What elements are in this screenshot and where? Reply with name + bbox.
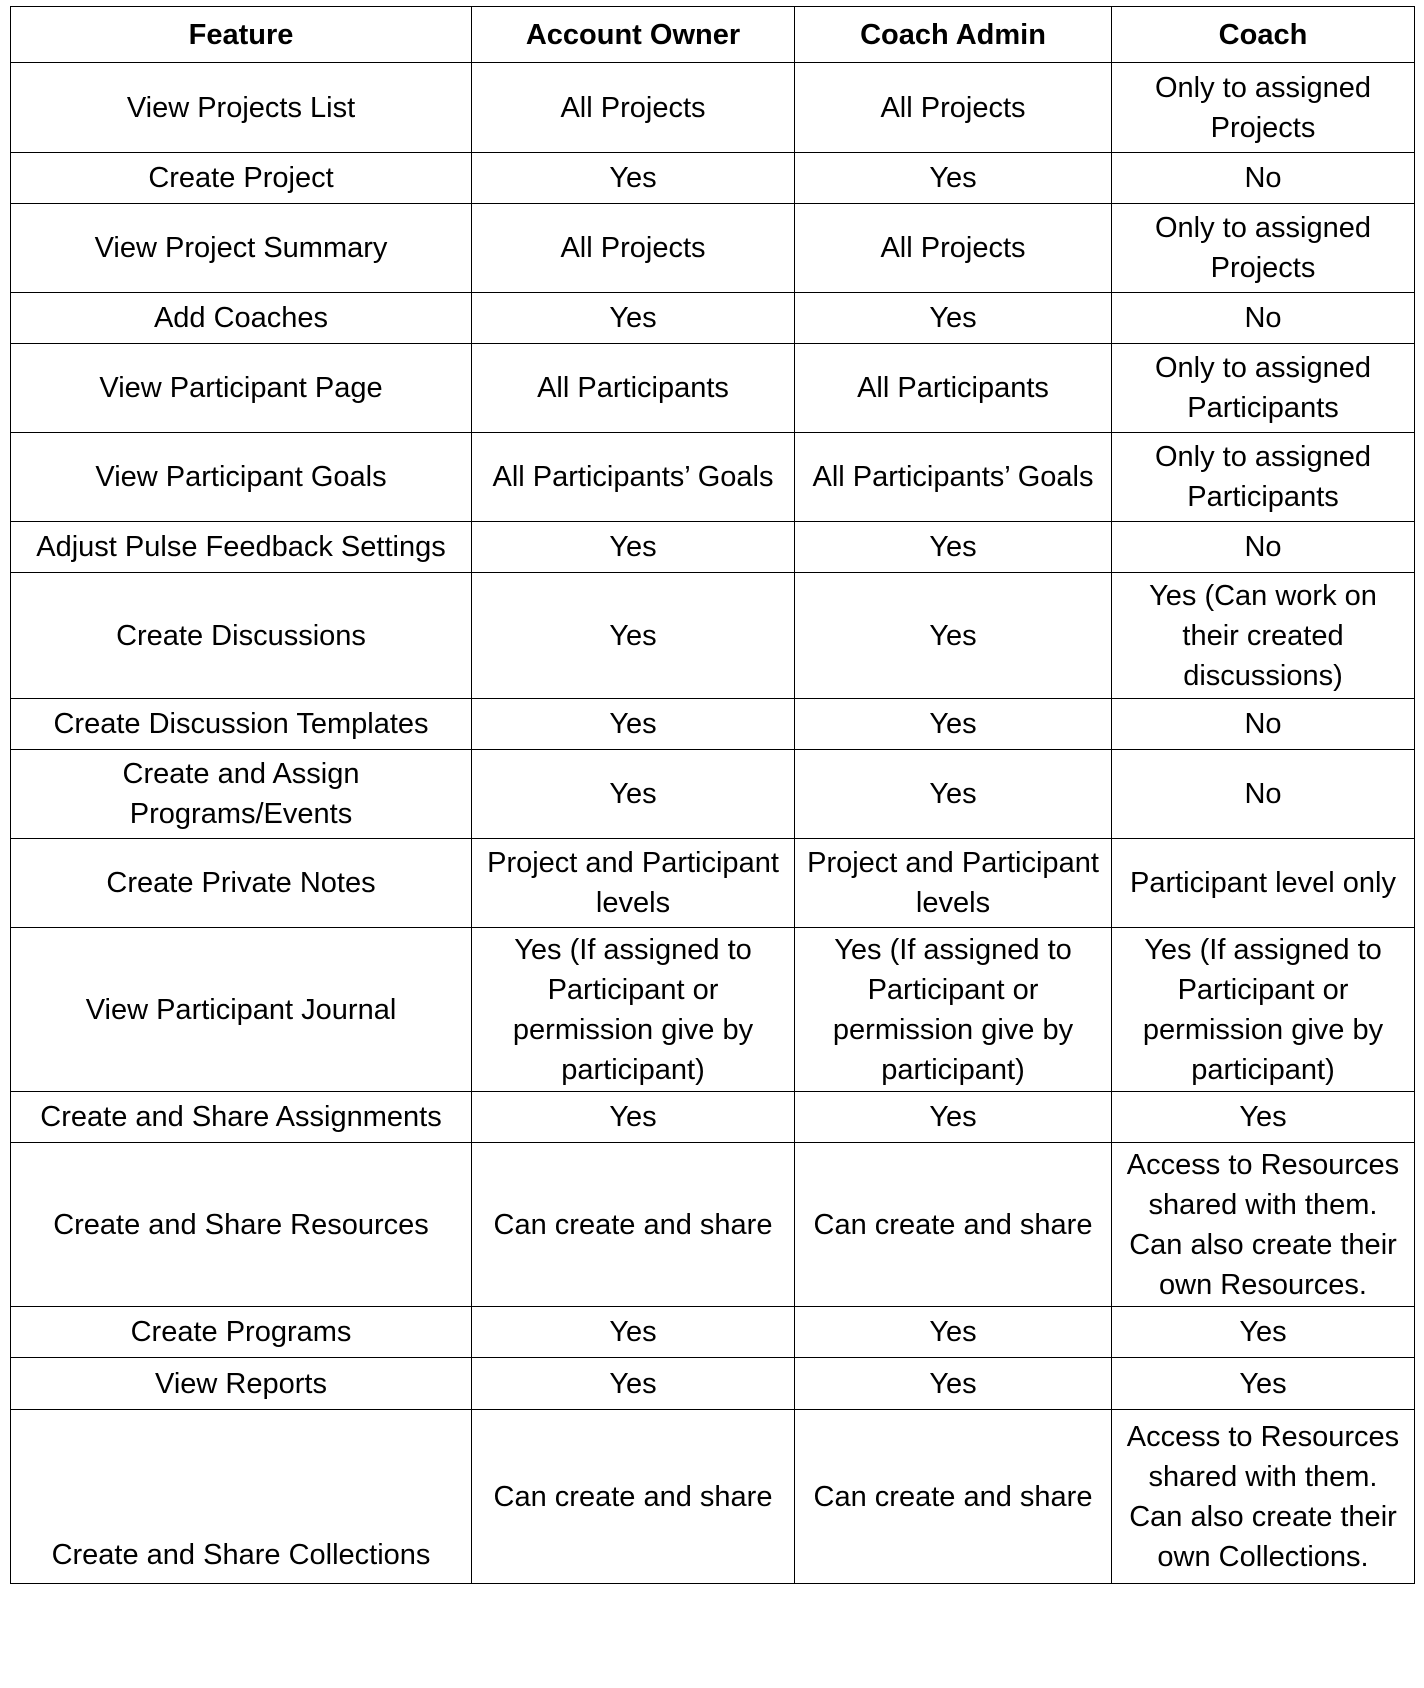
admin-cell: Yes	[795, 522, 1112, 573]
feature-cell: View Projects List	[11, 63, 472, 153]
feature-cell: Create and Assign Programs/Events	[11, 750, 472, 839]
coach-cell: Access to Resources shared with them. Can also create their own Collections.	[1112, 1410, 1415, 1584]
permissions-table	[10, 6, 1415, 1584]
admin-cell: Yes	[795, 1358, 1112, 1410]
coach-cell: No	[1112, 293, 1415, 344]
feature-cell: View Participant Goals	[11, 433, 472, 522]
table-row	[11, 204, 1415, 293]
table-row	[11, 522, 1415, 573]
table-row	[11, 928, 1415, 1092]
coach-cell: Only to assigned Participants	[1112, 344, 1415, 433]
table-row	[11, 293, 1415, 344]
feature-cell: Create and Share Assignments	[11, 1092, 472, 1143]
table-row	[11, 1410, 1415, 1584]
header-row	[11, 7, 1415, 63]
feature-cell: Create Private Notes	[11, 839, 472, 928]
table-row	[11, 699, 1415, 750]
feature-cell: Create Programs	[11, 1307, 472, 1358]
coach-cell: Yes	[1112, 1092, 1415, 1143]
coach-cell: Only to assigned Projects	[1112, 204, 1415, 293]
table-row	[11, 1307, 1415, 1358]
owner-cell: Can create and share	[472, 1410, 795, 1584]
header-coach: Coach	[1112, 7, 1415, 63]
owner-cell: Yes	[472, 293, 795, 344]
table-row	[11, 573, 1415, 699]
owner-cell: Yes	[472, 573, 795, 699]
coach-cell: No	[1112, 522, 1415, 573]
admin-cell: All Participants	[795, 344, 1112, 433]
admin-cell: All Participants’ Goals	[795, 433, 1112, 522]
feature-cell: View Participant Page	[11, 344, 472, 433]
header-account-owner: Account Owner	[472, 7, 795, 63]
owner-cell: Yes	[472, 153, 795, 204]
table-row	[11, 1092, 1415, 1143]
feature-cell: Add Coaches	[11, 293, 472, 344]
admin-cell: Yes	[795, 750, 1112, 839]
owner-cell: Project and Participant levels	[472, 839, 795, 928]
owner-cell: Yes	[472, 1092, 795, 1143]
feature-cell: View Participant Journal	[11, 928, 472, 1092]
owner-cell: All Participants’ Goals	[472, 433, 795, 522]
feature-cell: View Project Summary	[11, 204, 472, 293]
feature-cell: Create Discussion Templates	[11, 699, 472, 750]
coach-cell: No	[1112, 699, 1415, 750]
admin-cell: All Projects	[795, 63, 1112, 153]
admin-cell: Can create and share	[795, 1143, 1112, 1307]
owner-cell: Yes (If assigned to Participant or permission give by participant)	[472, 928, 795, 1092]
feature-cell: Adjust Pulse Feedback Settings	[11, 522, 472, 573]
feature-cell: View Reports	[11, 1358, 472, 1410]
coach-cell: Access to Resources shared with them. Can also create their own Resources.	[1112, 1143, 1415, 1307]
admin-cell: Project and Participant levels	[795, 839, 1112, 928]
owner-cell: All Projects	[472, 63, 795, 153]
admin-cell: Yes	[795, 573, 1112, 699]
admin-cell: Yes	[795, 1307, 1112, 1358]
coach-cell: Yes (Can work on their created discussions)	[1112, 573, 1415, 699]
header-feature: Feature	[11, 7, 472, 63]
table-row	[11, 63, 1415, 153]
owner-cell: All Projects	[472, 204, 795, 293]
admin-cell: Yes	[795, 1092, 1112, 1143]
admin-cell: Yes	[795, 699, 1112, 750]
owner-cell: Yes	[472, 1307, 795, 1358]
owner-cell: Yes	[472, 1358, 795, 1410]
coach-cell: Yes (If assigned to Participant or permission give by participant)	[1112, 928, 1415, 1092]
table-row	[11, 750, 1415, 839]
admin-cell: Yes	[795, 293, 1112, 344]
table-row	[11, 344, 1415, 433]
admin-cell: All Projects	[795, 204, 1112, 293]
header-coach-admin: Coach Admin	[795, 7, 1112, 63]
admin-cell: Yes (If assigned to Participant or permission give by participant)	[795, 928, 1112, 1092]
owner-cell: Can create and share	[472, 1143, 795, 1307]
table-row	[11, 839, 1415, 928]
coach-cell: No	[1112, 153, 1415, 204]
coach-cell: Only to assigned Projects	[1112, 63, 1415, 153]
feature-cell: Create and Share Resources	[11, 1143, 472, 1307]
table-row	[11, 153, 1415, 204]
coach-cell: Yes	[1112, 1358, 1415, 1410]
admin-cell: Can create and share	[795, 1410, 1112, 1584]
owner-cell: Yes	[472, 522, 795, 573]
coach-cell: Participant level only	[1112, 839, 1415, 928]
feature-cell: Create Project	[11, 153, 472, 204]
table-row	[11, 1143, 1415, 1307]
admin-cell: Yes	[795, 153, 1112, 204]
coach-cell: No	[1112, 750, 1415, 839]
feature-cell: Create Discussions	[11, 573, 472, 699]
table-row	[11, 1358, 1415, 1410]
coach-cell: Only to assigned Participants	[1112, 433, 1415, 522]
owner-cell: Yes	[472, 699, 795, 750]
table-row	[11, 433, 1415, 522]
owner-cell: All Participants	[472, 344, 795, 433]
feature-cell: Create and Share Collections	[11, 1410, 472, 1584]
coach-cell: Yes	[1112, 1307, 1415, 1358]
owner-cell: Yes	[472, 750, 795, 839]
